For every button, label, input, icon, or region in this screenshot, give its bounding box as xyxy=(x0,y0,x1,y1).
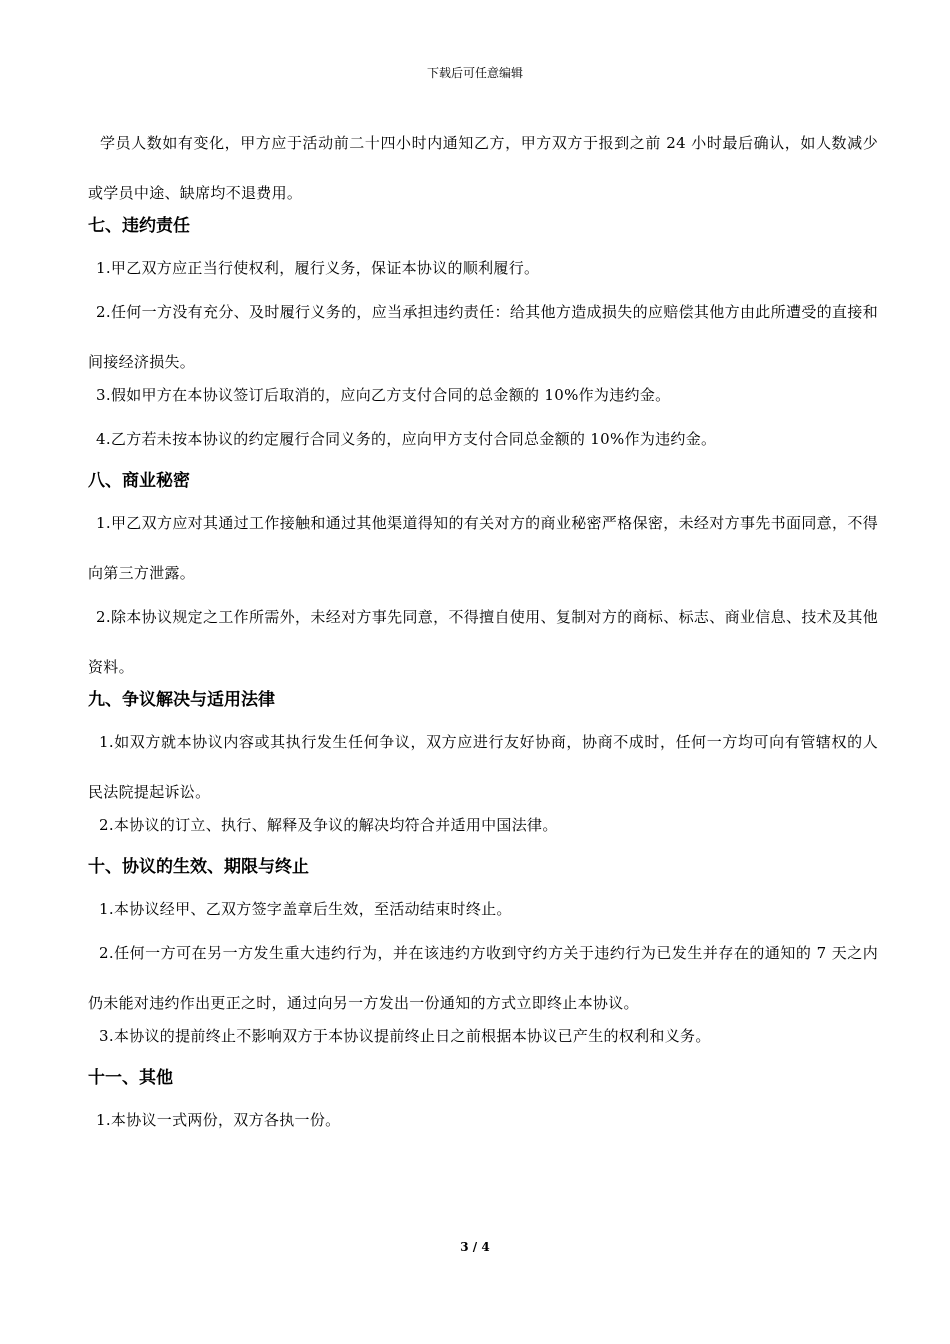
page-header-note: 下载后可任意编辑 xyxy=(426,66,523,80)
section-heading-trade-secret: 八、商业秘密 xyxy=(88,471,190,491)
breach-item-2: 2.任何一方没有充分、及时履行义务的，应当承担违约责任：给其他方造成损失的应赔偿其他方由此所遭受的直接和间接经济损失。 xyxy=(88,303,878,371)
term-item-1: 1.本协议经甲、乙双方签字盖章后生效，至活动结束时终止。 xyxy=(99,900,512,918)
term-item-2: 2.任何一方可在另一方发生重大违约行为，并在该违约方收到守约方关于违约行为已发生并存在的通知的 7 天之内仍未能对违约作出更正之时，通过向另一方发出一份通知的方式立即终止本协议。 xyxy=(88,944,878,1012)
term-item-3: 3.本协议的提前终止不影响双方于本协议提前终止日之前根据本协议已产生的权利和义务。 xyxy=(99,1027,711,1045)
breach-item-4: 4.乙方若未按本协议的约定履行合同义务的，应向甲方支付合同总金额的 10%作为违约金。 xyxy=(96,430,717,448)
breach-item-3: 3.假如甲方在本协议签订后取消的，应向乙方支付合同的总金额的 10%作为违约金。 xyxy=(96,386,671,404)
page-number: 3 / 4 xyxy=(460,1240,490,1254)
secret-item-1: 1.甲乙双方应对其通过工作接触和通过其他渠道得知的有关对方的商业秘密严格保密，未经对方事先书面同意，不得向第三方泄露。 xyxy=(88,514,878,582)
dispute-item-2: 2.本协议的订立、执行、解释及争议的解决均符合并适用中国法律。 xyxy=(99,816,558,834)
section-heading-effect-term: 十、协议的生效、期限与终止 xyxy=(88,857,309,877)
intro-paragraph: 学员人数如有变化，甲方应于活动前二十四小时内通知乙方，甲方双方于报到之前 24 小时最后确认，如人数减少或学员中途、缺席均不退费用。 xyxy=(88,134,878,202)
dispute-item-1: 1.如双方就本协议内容或其执行发生任何争议，双方应进行友好协商，协商不成时，任何一方均可向有管辖权的人民法院提起诉讼。 xyxy=(88,733,878,801)
document-body xyxy=(88,118,878,1134)
section-heading-dispute: 九、争议解决与适用法律 xyxy=(88,690,275,710)
other-item-1: 1.本协议一式两份，双方各执一份。 xyxy=(96,1111,341,1129)
section-heading-other: 十一、其他 xyxy=(88,1068,173,1088)
section-heading-breach: 七、违约责任 xyxy=(88,216,190,236)
breach-item-1: 1.甲乙双方应正当行使权利，履行义务，保证本协议的顺利履行。 xyxy=(96,259,540,277)
secret-item-2: 2.除本协议规定之工作所需外，未经对方事先同意，不得擅自使用、复制对方的商标、标志、商业信息、技术及其他资料。 xyxy=(88,608,878,676)
